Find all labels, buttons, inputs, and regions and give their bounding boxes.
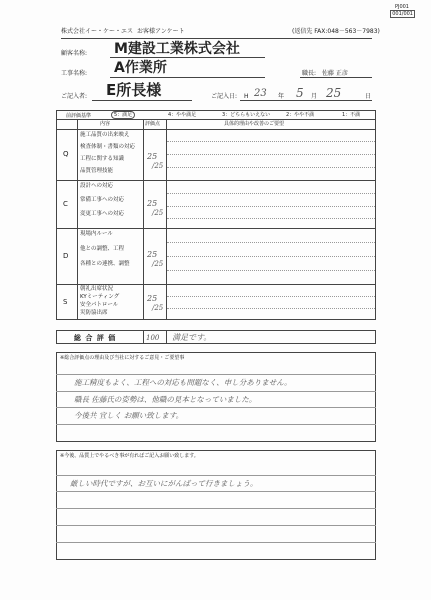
criteria-level-1: 1：不満 — [342, 112, 361, 118]
category-c-max: /25 — [152, 209, 164, 217]
date-year: 23 — [254, 88, 267, 99]
opinion-title: ※総合評価点の理由及び当社に対するご意見・ご要望事 — [60, 355, 185, 361]
category-item: 各種との連携、調整 — [80, 261, 130, 267]
company-name: 株式会社イー・ケー・エス — [61, 28, 134, 35]
category-item: 検査体制・書類の対応 — [80, 144, 136, 150]
category-d-code: D — [63, 252, 69, 260]
role-label: 職長: — [302, 70, 317, 77]
day-label: 日 — [365, 93, 372, 100]
category-d-max: /25 — [152, 260, 164, 268]
category-item: 安全パトロール — [80, 302, 119, 308]
category-item: 現場内ルール — [80, 231, 113, 237]
category-d-score: 25 — [147, 250, 158, 259]
category-item: 品質管理技能 — [80, 168, 114, 174]
request-title: ※今後、品質上でやるべき事が有ればご記入お願い致します。 — [60, 453, 199, 459]
criteria-level-4: 4：やや満足 — [168, 112, 197, 118]
opinion-line-1: 施工精度もよく、工程への対応も問題なく、申し分ありません。 — [74, 378, 292, 387]
date-label: ご記入日: — [211, 93, 238, 100]
role-value: 佐藤 正彦 — [322, 70, 348, 77]
category-item: 変更工事への対応 — [80, 211, 125, 217]
fax-number: (返信先 FAX:048－563－7983) — [292, 28, 380, 35]
recipient-label: ご記入者: — [61, 93, 88, 100]
criteria-label: 前評価基準 — [66, 113, 92, 119]
total-label: 総 合 評 価 — [74, 334, 117, 342]
criteria-level-3: 3：どちらもいえない — [222, 112, 271, 118]
category-q-max: /25 — [152, 162, 164, 170]
total-comment: 満足です。 — [172, 333, 212, 342]
category-c-code: C — [63, 200, 68, 208]
doc-number: 001/001 — [392, 11, 413, 17]
category-item: 設計への対応 — [80, 183, 114, 189]
request-line-1: 厳しい時代ですが、お互いにがんばって行きましょう。 — [70, 479, 258, 488]
client-label: 顧客名称: — [61, 50, 88, 57]
category-item: KYミーティング — [80, 294, 120, 300]
category-item: 常備工事への対応 — [80, 197, 125, 203]
category-d-items — [80, 231, 130, 268]
page-code: PJ001 — [394, 4, 409, 10]
category-s-items — [80, 286, 119, 317]
client-name: M建設工業株式会社 — [114, 41, 240, 57]
col-comment-header: 具体的理由や改善のご要望 — [224, 121, 285, 127]
category-item: 施工品質の出来映え — [80, 132, 130, 138]
criteria-level-2: 2：やや不満 — [286, 112, 315, 118]
category-q-score: 25 — [147, 152, 158, 161]
year-label: 年 — [278, 93, 285, 100]
category-item: 他との調整、工程 — [80, 246, 125, 252]
site-label: 工事名称: — [61, 70, 88, 77]
month-label: 月 — [311, 93, 318, 100]
recipient-name: E所長様 — [106, 81, 162, 99]
category-s-max: /25 — [152, 304, 164, 312]
category-s-score: 25 — [147, 294, 158, 303]
category-s-code: S — [63, 298, 68, 306]
site-name: A作業所 — [114, 60, 167, 76]
opinion-line-2: 職長 佐藤氏の姿勢は、他職の見本となっていました。 — [74, 395, 257, 404]
date-era: H — [244, 93, 249, 100]
col-content-header: 内容 — [100, 121, 111, 127]
category-item: 災防協出席 — [80, 310, 108, 316]
date-month: 5 — [296, 86, 304, 100]
survey-title: お客様アンケート — [137, 28, 185, 35]
request-section — [56, 450, 376, 560]
criteria-level-5: 5：満足 — [111, 111, 135, 119]
category-q-code: Q — [63, 150, 69, 158]
opinion-line-3: 今後共 宜しく お願い致します。 — [74, 411, 184, 420]
category-item: 朝礼出席状況 — [80, 286, 114, 292]
category-c-score: 25 — [147, 199, 158, 208]
category-c-items — [80, 183, 124, 218]
category-item: 工程に関する知識 — [80, 156, 125, 162]
total-score: 100 — [146, 334, 160, 342]
category-q-items — [80, 132, 135, 175]
date-day: 25 — [326, 86, 342, 100]
col-score-header: 評価点 — [145, 121, 161, 127]
